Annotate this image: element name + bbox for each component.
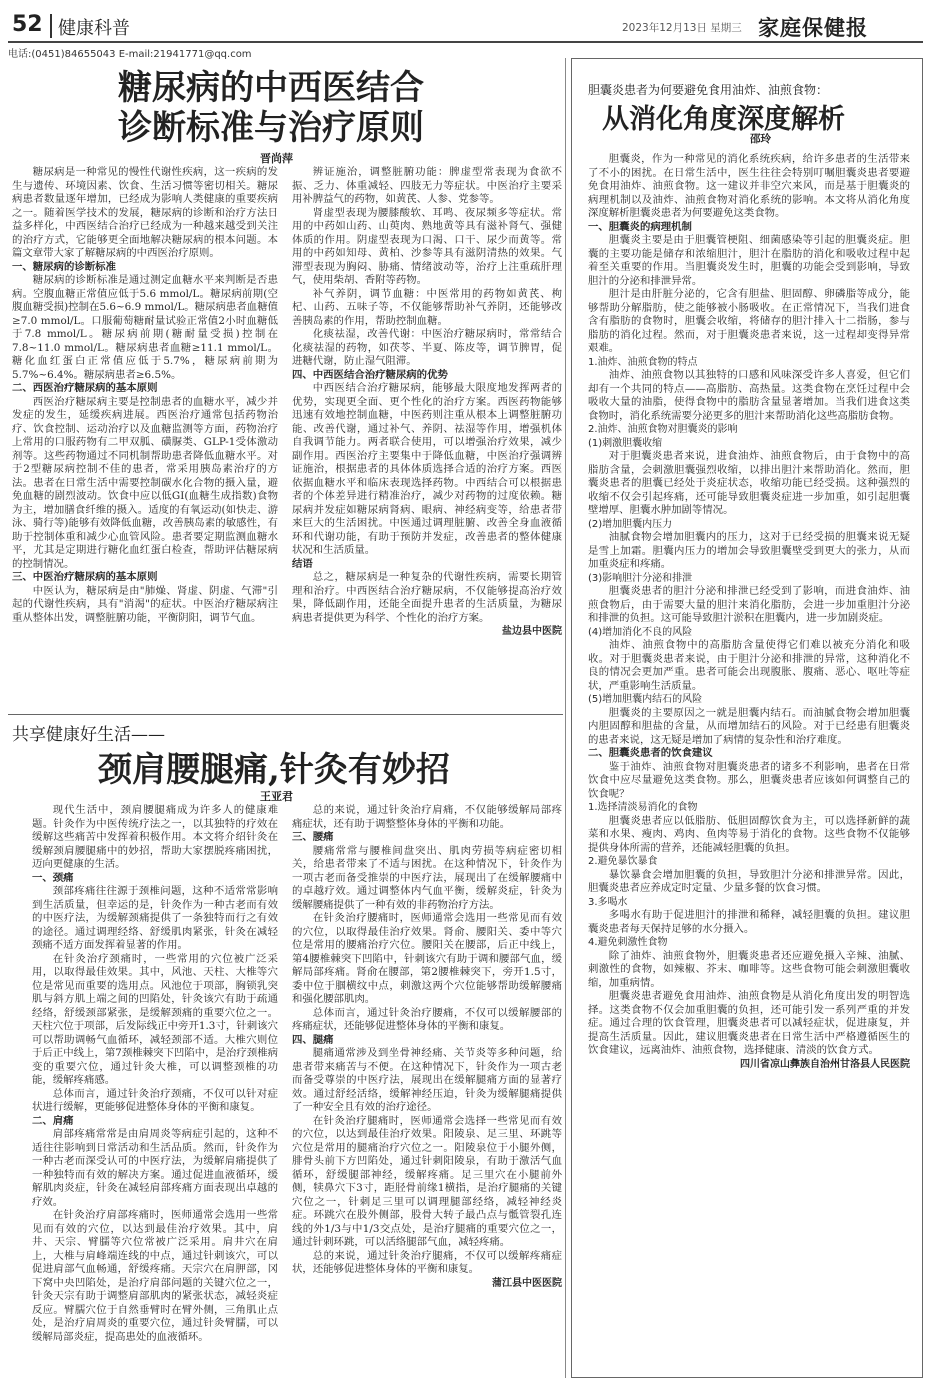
article-title: 糖尿病的中西医结合 诊断标准与治疗原则 bbox=[118, 68, 424, 148]
header-divider bbox=[50, 14, 52, 38]
article-kicker: 共享健康好生活—— bbox=[12, 725, 165, 745]
subsection-heading: (2)增加胆囊内压力 bbox=[588, 518, 673, 530]
section-heading: 结语 bbox=[292, 557, 313, 570]
section-name: 健康科普 bbox=[58, 18, 130, 39]
body-paragraph: 油腻食物会增加胆囊内的压力，这对于已经受损的胆囊来说无疑是雪上加霜。胆囊内压力的增加会导致胆囊壁受到更大的张力，从而加重炎症和疼痛。 bbox=[588, 531, 910, 570]
subsection-heading: 2.避免暴饮暴食 bbox=[588, 856, 658, 867]
article-divider bbox=[8, 714, 563, 715]
section-heading: 三、腰痛 bbox=[292, 831, 334, 843]
section-heading: 二、肩痛 bbox=[32, 1114, 74, 1127]
subsection-heading: 2.油炸、油煎食物对胆囊炎的影响 bbox=[588, 424, 738, 435]
section-heading: 四、中西医结合治疗糖尿病的优势 bbox=[292, 368, 448, 381]
subsection-heading: (3)影响胆汁分泌和排泄 bbox=[588, 572, 693, 584]
body-paragraph: 鉴于油炸、油煎食物对胆囊炎患者的诸多不利影响，患者在日常饮食中应尽量避免这类食物。那么，胆囊炎患者应该如何调整自己的饮食呢？ bbox=[588, 760, 910, 800]
subsection-heading: 1.选择清淡易消化的食物 bbox=[588, 802, 698, 813]
body-paragraph: 总体而言，通过针灸治疗腰痛，不仅可以缓解腰部的疼痛症状，还能够促进整体身体的平衡和康复。 bbox=[292, 1006, 562, 1032]
body-paragraph: 油炸、油煎食物中的高脂肪含量使得它们难以被充分消化和吸收。对于胆囊炎患者来说，由于胆汁分泌和排泄的异常，这种消化不良的情况会更加严重。患者可能会出现腹胀、腹痛、恶心、呕吐等症状，严重影响生活质量。 bbox=[588, 639, 910, 692]
contact-info: 电话:(0451)84655043 E-mail:21941771@qq.com bbox=[8, 49, 252, 60]
article-title: 从消化角度深度解析 bbox=[602, 104, 845, 135]
body-paragraph: 西医治疗糖尿病主要是控制患者的血糖水平，减少并发症的发生，延缓疾病进展。西医治疗通常包括药物治疗、饮食控制、运动治疗以及血糖监测等方面，药物治疗上常用的口服药物有二甲双胍、磺脲类、GLP-1受体激动剂等。这些药物通过不同机制帮助患者降低血糖水平。对于2型糖尿病控制不佳的患者，常采用胰岛素治疗的方法。患者在日常生活中需要控制碳水化合物的摄入量，避免血糖的剧烈波动。饮食中应以低GI(血糖生成指数)食物为主，增加膳食纤维的摄入。适度的有氧运动(如快走、游泳、骑行等)能够有效降低血糖，改善胰岛素的敏感性，有助于控制体重和减少心血管风险。患者要定期监测血糖水平，尤其是定期进行糖化血红蛋白检查，帮助评估糖尿病的控制情况。 bbox=[12, 395, 278, 570]
article-column-1 bbox=[32, 804, 278, 1384]
section-heading: 一、糖尿病的诊断标准 bbox=[12, 260, 116, 273]
body-paragraph: 多喝水有助于促进胆汁的排泄和稀释，减轻胆囊的负担。建议胆囊炎患者每天保持足够的水分摄入。 bbox=[588, 909, 910, 935]
author-affiliation: 盐边县中医院 bbox=[502, 626, 562, 637]
body-paragraph: 总体而言，通过针灸治疗颈痛，不仅可以针对症状进行缓解，更能够促进整体身体的平衡和康复。 bbox=[32, 1087, 278, 1113]
article-column-1 bbox=[12, 166, 278, 766]
article-column-2 bbox=[292, 166, 562, 766]
body-paragraph: 糖尿病是一种常见的慢性代谢性疾病，这一疾病的发生与遗传、环境因素、饮食、生活习惯等密切相关。糖尿病患者数量逐年增加，已经成为影响人类健康的重要疾病之一。随着医学技术的发展，糖尿病的诊断和治疗方法日益多样化，中西医结合治疗已经成为一种越来越受到关注的治疗方式，它能够更全面地解决糖尿病的根本问题。本篇文章带大家了解糖尿病的中西医治疗原则。 bbox=[12, 166, 278, 259]
body-paragraph: 中医认为，糖尿病是由"肺燥、肾虚、阴虚、气滞"引起的代谢性疾病，具有"消渴"的症状。中医治疗糖尿病注重从整体出发，调整脏腑功能，平衡阴阳，调节气血。 bbox=[12, 584, 278, 624]
section-heading: 一、颈痛 bbox=[32, 871, 74, 884]
body-paragraph: 对于胆囊炎患者来说，进食油炸、油煎食物后，由于食物中的高脂肪含量，会刺激胆囊强烈收缩，以排出胆汁来帮助消化。然而，胆囊炎患者的胆囊已经处于炎症状态，收缩功能已经受损。这种强烈的收缩不仅会引起疼痛，还可能导致胆囊炎症进一步加重，如引起胆囊壁增厚、胆囊水肿加剧等情况。 bbox=[588, 450, 910, 516]
article-author: 王亚君 bbox=[260, 790, 293, 803]
body-paragraph: 腰痛常常与腰椎间盘突出、肌肉劳损等病症密切相关，给患者带来了不适与困扰。在这种情况下，针灸作为一项古老而备受推崇的中医疗法，展现出了在缓解腰痛中的卓越疗效。通过调整体内气血平衡，缓解炎症，针灸为缓解腰痛提供了一种有效的非药物治疗方法。 bbox=[292, 844, 562, 911]
body-paragraph: 在针灸治疗肩部疼痛时，医师通常会选用一些常见而有效的穴位，以达到最佳治疗效果。其中，肩井、天宗、臂臑等穴位常被广泛采用。肩井穴在肩上，大椎与肩峰端连线的中点，通过针刺该穴，可以促进肩部气血畅通，舒缓疼痛。天宗穴在肩胛部，冈下窝中央凹陷处，是治疗肩部问题的关键穴位之一，针灸天宗有助于调整肩部肌肉的紧张状态，减轻炎症反应。臂臑穴位于自然垂臂时在臂外侧，三角肌止点处，是治疗肩周炎的重要穴位，通过针灸臂臑，可以缓解局部炎症，提高患处的血液循环。 bbox=[32, 1209, 278, 1343]
body-paragraph: 腿痛通常涉及到坐骨神经痛、关节炎等多种问题，给患者带来痛苦与不便。在这种情况下，针灸作为一项古老而备受尊崇的中医疗法，展现出在缓解腿痛方面的显著疗效。通过舒经活络，缓解神经压迫，针灸为缓解腿痛提供了一种安全且有效的治疗途径。 bbox=[292, 1047, 562, 1113]
subsection-heading: 1.油炸、油煎食物的特点 bbox=[588, 356, 698, 368]
article-gallbladder bbox=[571, 58, 923, 1378]
body-paragraph: 在针灸治疗腰痛时，医师通常会选用一些常见而有效的穴位，以取得最佳治疗效果。肾俞、腰阳关、委中等穴位是常用的腰痛治疗穴位。腰阳关在腰部，后正中线上，第4腰椎棘突下凹陷中，针刺该穴有助于调和腰部气血，缓解局部疼痛。肾俞在腰部，第2腰椎棘突下，旁开1.5寸，委中位于腘横纹中点，刺激这两个穴位能够帮助缓解腰痛和强化腰部肌肉。 bbox=[292, 912, 562, 1005]
body-paragraph: 补气养阴，调节血糖：中医常用的药物如黄芪、枸杞、山药、五味子等，不仅能够帮助补气养阴，还能够改善胰岛素的作用，帮助控制血糖。 bbox=[292, 287, 562, 327]
subsection-heading: 3.多喝水 bbox=[588, 896, 628, 908]
newspaper-name: 家庭保健报 bbox=[758, 15, 868, 40]
body-paragraph: 肩部疼痛常常是由肩周炎等病症引起的，这种不适往往影响到日常活动和生活品质。然而，针灸作为一种古老而深受认可的中医疗法，为缓解肩痛提供了一种独特而有效的解决方案。通过促进血液循环，缓解肌肉炎症，针灸在减轻肩部疼痛方面表现出卓越的疗效。 bbox=[32, 1128, 278, 1208]
body-paragraph: 胆囊炎的主要原因之一就是胆囊内结石。而油腻食物会增加胆囊内胆固醇和胆盐的含量，从而增加结石的风险。对于已经患有胆囊炎的患者来说，这无疑是增加了病情的复杂性和治疗难度。 bbox=[588, 706, 910, 746]
section-heading: 三、中医治疗糖尿病的基本原则 bbox=[12, 571, 158, 583]
subsection-heading: (1)刺激胆囊收缩 bbox=[588, 437, 663, 449]
subsection-heading: 4.避免刺激性食物 bbox=[588, 937, 668, 948]
body-paragraph: 除了油炸、油煎食物外，胆囊炎患者还应避免摄入辛辣、油腻、刺激性的食物，如辣椒、芥末、咖啡等。这些食物可能会刺激胆囊收缩，加重病情。 bbox=[588, 949, 910, 989]
body-paragraph: 辨证施治，调整脏腑功能：脾虚型常表现为食欲不振、乏力、体重减轻、四肢无力等症状。中医治疗主要采用补脾益气的药物，如黄芪、人参、党参等。 bbox=[292, 166, 562, 205]
body-paragraph: 在针灸治疗颈痛时，一些常用的穴位被广泛采用，以取得最佳效果。其中，风池、天柱、大椎等穴位是常见而重要的选用点。风池位于项部，胸锁乳突肌与斜方肌上端之间的凹陷处，针灸该穴有助于疏通经络，舒缓颈部紧张，是缓解颈痛的重要穴位之一。天柱穴位于项部，后发际线正中旁开1.3寸，针刺该穴可以帮助调畅气血循环，减轻颈部不适。大椎穴则位于后正中线上，第7颈椎棘突下凹陷中，是治疗颈椎病变的重要穴位，通过针灸大椎，可以调整颈椎的功能，缓解疼痛感。 bbox=[32, 952, 278, 1086]
article-author: 晋尚萍 bbox=[260, 152, 293, 165]
article-column-2 bbox=[292, 804, 562, 1384]
body-paragraph: 胆汁是由肝脏分泌的，它含有胆盐、胆固醇、卵磷脂等成分，能够帮助分解脂肪，使之能够被小肠吸收。在正常情况下，当我们进食含有脂肪的食物时，胆囊会收缩，将储存的胆汁排入十二指肠，参与脂肪的消化过程。然而，对于胆囊炎患者来说，这一过程却变得异常艰难。 bbox=[588, 288, 910, 354]
body-paragraph: 胆囊炎患者的胆汁分泌和排泄已经受到了影响，而进食油炸、油煎食物后，由于需要大量的胆汁来消化脂肪，会进一步加重胆汁分泌和排泄的负担。这可能导致胆汁淤积在胆囊内，进一步加剧炎症。 bbox=[588, 585, 910, 624]
issue-date: 2023年12月13日 星期三 bbox=[622, 22, 742, 34]
body-paragraph: 总的来说，通过针灸治疗肩痛，不仅能够缓解局部疼痛症状，还有助于调整整体身体的平衡和功能。 bbox=[292, 804, 562, 830]
subsection-heading: (5)增加胆囊内结石的风险 bbox=[588, 694, 703, 705]
body-paragraph: 胆囊炎主要是由于胆囊管梗阻、细菌感染等引起的胆囊炎症。胆囊的主要功能是储存和浓缩胆汁，胆汁在脂肪的消化和吸收过程中起着至关重要的作用。当胆囊炎发生时，胆囊的功能会受到影响，导致胆汁的分泌和排泄异常。 bbox=[588, 234, 910, 287]
page-number: 52 bbox=[12, 12, 43, 37]
column-divider bbox=[565, 58, 566, 1378]
body-paragraph: 化痰祛湿，改善代谢：中医治疗糖尿病时，常常结合化痰祛湿的药物，如茯苓、半夏、陈皮等，调节脾胃，促进糖代谢，防止湿气阻滞。 bbox=[292, 328, 562, 367]
body-paragraph: 胆囊炎，作为一种常见的消化系统疾病，给许多患者的生活带来了不小的困扰。在日常生活中，医生往往会特别叮嘱胆囊炎患者要避免食用油炸、油煎食物。这一建议并非空穴来风，而是基于胆囊炎的病理机制以及油炸、油煎食物对消化系统的影响。本文将从消化角度深度解析胆囊炎患者为何要避免这类食物。 bbox=[588, 153, 910, 219]
body-paragraph: 在针灸治疗腿痛时，医师通常会选择一些常见而有效的穴位，以达到最佳治疗效果。阳陵泉、足三里、环跳等穴位是常用的腿痛治疗穴位之一。阳陵泉位于小腿外侧，腓骨头前下方凹陷处，通过针刺阳陵泉，有助于激活气血循环，舒缓腿部神经，缓解疼痛。足三里穴在小腿前外侧，犊鼻穴下3寸，距胫骨前缘1横指，是治疗腿痛的关键穴位之一，针刺足三里可以调理腿部经络，减轻神经炎症。环跳穴在股外侧部，股骨大转子最凸点与骶管裂孔连线的外1/3与中1/3交点处，是治疗腿痛的重要穴位之一，通过针刺环跳，可以活络腿部气血，减轻疼痛。 bbox=[292, 1114, 562, 1248]
body-paragraph: 总之，糖尿病是一种复杂的代谢性疾病，需要长期管理和治疗。中西医结合治疗糖尿病，不仅能够提高治疗效果，降低副作用，还能全面提升患者的生活质量，为糖尿病患者提供更为科学、个性化的治疗方案。 bbox=[292, 571, 562, 624]
body-paragraph: 现代生活中，颈肩腰腿痛成为许多人的健康难题。针灸作为中医传统疗法之一，以其独特的疗效在缓解这些痛苦中发挥着积极作用。本文将介绍针灸在缓解颈肩腰腿痛中的妙招，帮助大家摆脱疼痛困扰，迈向更健康的生活。 bbox=[32, 804, 278, 870]
section-heading: 二、西医治疗糖尿病的基本原则 bbox=[12, 382, 158, 394]
body-paragraph: 中西医结合治疗糖尿病，能够最大限度地发挥两者的优势，实现更全面、更个性化的治疗方案。西医药物能够迅速有效地控制血糖，中医药则注重从根本上调整脏腑功能、改善代谢，通过补气、养阴、祛湿等作用，增强机体自我调节能力。两者联合使用，可以增强治疗效果，减少副作用。西医治疗主要集中于降低血糖，中医治疗强调辨证施治，根据患者的具体体质选择合适的治疗方案。西医依据血糖水平和临床表现选择药物。中西结合可以根据患者的个体差异进行精准治疗，减少对药物的过度依赖。糖尿病并发症如糖尿病肾病、眼病、神经病变等，给患者带来巨大的生活困扰。中医通过调理脏腑、改善全身血液循环和代谢功能，有助于预防并发症，改善患者的整体健康状况和生活质量。 bbox=[292, 382, 562, 556]
article-body bbox=[588, 153, 910, 1373]
body-paragraph: 油炸、油煎食物以其独特的口感和风味深受许多人喜爱，但它们却有一个共同的特点——高脂肪、高热量。这类食物在烹饪过程中会吸收大量的油脂，使得食物中的脂肪含量显著增加。当我们进食这类食物时，消化系统需要分泌更多的胆汁来帮助消化这些高脂肪食物。 bbox=[588, 369, 910, 422]
body-paragraph: 胆囊炎患者应以低脂肪、低胆固醇饮食为主，可以选择新鲜的蔬菜和水果、瘦肉、鸡肉、鱼肉等易于消化的食物。这些食物不仅能够提供身体所需的营养，还能减轻胆囊的负担。 bbox=[588, 814, 910, 854]
body-paragraph: 糖尿病的诊断标准是通过测定血糖水平来判断是否患病。空腹血糖正常值应低于5.6 mmol/L。糖尿病前期(空腹血糖受损)控制在5.6~6.9 mmol/L。糖尿病患者血糖值≥7.0 mmol/L。口服葡萄糖耐量试验正常值2小时血糖低于7.8 mmol/L。糖尿病前期(糖耐量受损)控制在7.8~11.0 mmol/L。糖尿病患者血糖≥11.1 mmol/L。糖化血红蛋白正常值应低于5.7%，糖尿病前期为5.7%~6.4%。糖尿病患者≥6.5%。 bbox=[12, 274, 278, 381]
article-kicker: 胆囊炎患者为何要避免食用油炸、油煎食物： bbox=[588, 83, 829, 97]
article-title: 颈肩腰腿痛,针灸有妙招 bbox=[98, 750, 450, 790]
header-rule bbox=[8, 41, 923, 43]
section-heading: 一、胆囊炎的病理机制 bbox=[588, 220, 692, 233]
section-heading: 二、胆囊炎患者的饮食建议 bbox=[588, 747, 713, 759]
body-paragraph: 暴饮暴食会增加胆囊的负担，导致胆汁分泌和排泄异常。因此，胆囊炎患者应养成定时定量、少量多餐的饮食习惯。 bbox=[588, 868, 910, 894]
section-heading: 四、腿痛 bbox=[292, 1033, 334, 1046]
article-author: 邵玲 bbox=[750, 133, 771, 145]
author-affiliation: 蒲江县中医医院 bbox=[492, 1277, 562, 1289]
body-paragraph: 总的来说，通过针灸治疗腿痛，不仅可以缓解疼痛症状，还能够促进整体身体的平衡和康复。 bbox=[292, 1249, 562, 1275]
body-paragraph: 胆囊炎患者避免食用油炸、油煎食物是从消化角度出发的明智选择。这类食物不仅会加重胆囊的负担，还可能引发一系列严重的并发症。通过合理的饮食管理，胆囊炎患者可以减轻症状，促进康复，并提高生活质量。因此，建议胆囊炎患者在日常生活中严格遵循医生的饮食建议，远离油炸、油煎食物，选择健康、清淡的饮食方式。 bbox=[588, 990, 910, 1056]
subsection-heading: (4)增加消化不良的风险 bbox=[588, 626, 693, 638]
page-header bbox=[0, 0, 931, 46]
author-affiliation: 四川省凉山彝族自治州甘洛县人民医院 bbox=[740, 1058, 910, 1070]
body-paragraph: 肾虚型表现为腰膝酸软、耳鸣、夜尿频多等症状。常用的中药如山药、山萸肉、熟地黄等具有滋补肾气、强健体质的作用。阴虚型表现为口渴、口干、尿少而黄等。常用的中药如知母、黄柏、沙参等具有滋阴清热的效果。气滞型表现为胸闷、胁痛、情绪波动等，治疗上注重疏肝理气，使用柴胡、香附等药物。 bbox=[292, 206, 562, 286]
body-paragraph: 颈部疼痛往往源于颈椎问题，这种不适常常影响到生活质量，但幸运的是，针灸作为一种古老而有效的中医疗法，为缓解颈痛提供了一条独特而行之有效的途径。通过调理经络、舒缓肌肉紧张，针灸在减轻颈痛不适方面发挥着显著的作用。 bbox=[32, 885, 278, 951]
